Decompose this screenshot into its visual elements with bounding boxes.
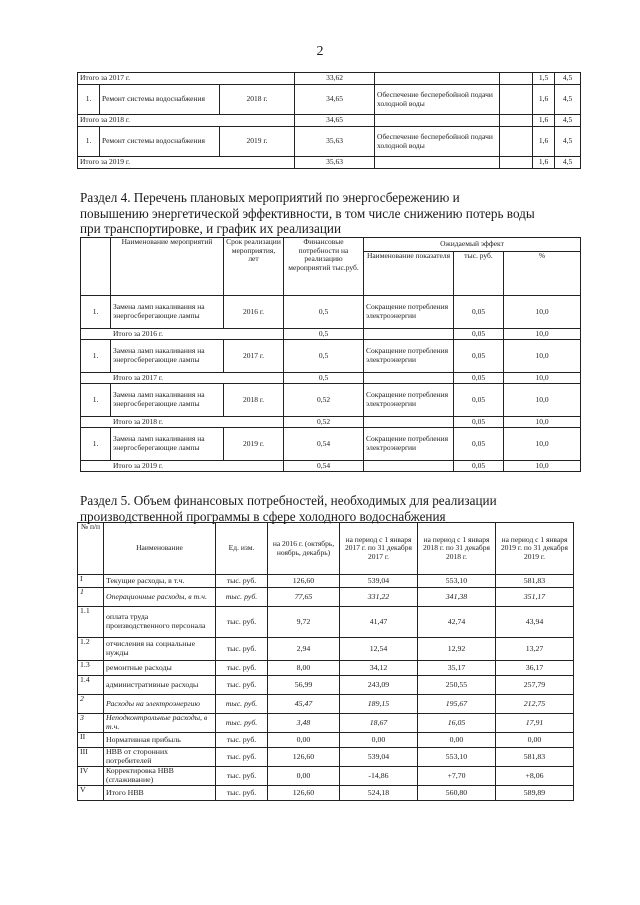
effect-percent: 10,0 (504, 296, 581, 329)
total-label: Итого за 2017 г. (81, 373, 284, 384)
measure-name: Замена ламп накаливания на энергосберегающие лампы (111, 296, 224, 329)
item-value-1: 34,12 (340, 661, 418, 676)
row-number: 1. (81, 428, 111, 461)
effect-indicator: Сокращение потребления электроэнергии (364, 296, 454, 329)
item-value-1: 18,67 (340, 714, 418, 733)
item-unit: тыс. руб. (216, 588, 268, 607)
effect-value-2: 4,5 (555, 73, 581, 85)
item-value-3: +8,06 (496, 767, 574, 786)
header-term: Срок реализации мероприятия, лет (224, 238, 284, 296)
effect-rub: 0,05 (454, 417, 504, 428)
measure-year: 2018 г. (224, 384, 284, 417)
row-number: V (78, 786, 104, 801)
total-amount: 0,54 (284, 461, 364, 472)
header-percent: % (504, 252, 581, 296)
item-unit: тыс. руб. (216, 676, 268, 695)
row-number: 1 (78, 588, 104, 607)
effect-percent: 10,0 (504, 417, 581, 428)
header-2017: на период с 1 января 2017 г. по 31 декабря 2017 г. (340, 523, 418, 575)
measure-year: 2019 г. (220, 127, 295, 157)
effect-rub: 0,05 (454, 373, 504, 384)
table-water-repair-continued (77, 72, 581, 169)
table-row (78, 695, 574, 714)
section4-heading (80, 190, 580, 237)
effect-value-2: 4,5 (555, 115, 581, 127)
item-value-2: 250,55 (418, 676, 496, 695)
effect-rub: 0,05 (454, 384, 504, 417)
item-value-0: 0,00 (268, 767, 340, 786)
header-name: Наименование мероприятий (111, 238, 224, 296)
row-number: III (78, 748, 104, 767)
header-2016: на 2016 г. (октябрь, ноябрь, декабрь) (268, 523, 340, 575)
item-value-1: 189,15 (340, 695, 418, 714)
section4-title-line: Раздел 4. Перечень плановых мероприятий по энергосбережению и (80, 190, 460, 205)
item-value-1: 539,04 (340, 575, 418, 588)
total-label: Итого за 2019 г. (78, 157, 295, 169)
measure-name: Замена ламп накаливания на энергосберегающие лампы (111, 340, 224, 373)
measure-name: Ремонт системы водоснабжения (100, 127, 220, 157)
effect-percent: 10,0 (504, 428, 581, 461)
row-number: 1. (81, 296, 111, 329)
empty-cell (364, 417, 454, 428)
measure-year: 2017 г. (224, 340, 284, 373)
table-row (78, 127, 581, 157)
item-value-3: 589,89 (496, 786, 574, 801)
item-name: административные расходы (104, 676, 216, 695)
table-row (81, 384, 581, 417)
empty-cell (375, 73, 500, 85)
row-number: 2 (78, 695, 104, 714)
item-value-0: 3,48 (268, 714, 340, 733)
measure-amount: 0,52 (284, 384, 364, 417)
effect-value-1: 1,6 (533, 115, 555, 127)
item-unit: тыс. руб. (216, 638, 268, 661)
header-indicator: Наименование показателя (364, 252, 454, 296)
table-row (78, 638, 574, 661)
item-value-1: 12,54 (340, 638, 418, 661)
total-amount: 0,5 (284, 329, 364, 340)
table-row (78, 661, 574, 676)
effect-rub: 0,05 (454, 340, 504, 373)
item-value-1: 41,47 (340, 607, 418, 638)
section4-title-line: повышению энергетической эффективности, в том числе снижению потерь воды (80, 205, 535, 221)
item-name: отчисления на социальные нужды (104, 638, 216, 661)
item-unit: тыс. руб. (216, 575, 268, 588)
section5-title-line: производственной программы в сфере холодного водоснабжения (80, 508, 446, 524)
section5-title-line: Раздел 5. Объем финансовых потребностей, необходимых для реализации (80, 493, 497, 508)
measure-name: Ремонт системы водоснабжения (100, 85, 220, 115)
item-value-2: 35,17 (418, 661, 496, 676)
total-amount: 35,63 (295, 157, 375, 169)
empty-cell (500, 115, 533, 127)
table-row (78, 575, 574, 588)
item-value-0: 77,65 (268, 588, 340, 607)
item-value-3: 351,17 (496, 588, 574, 607)
empty-cell (375, 115, 500, 127)
item-value-2: 16,05 (418, 714, 496, 733)
item-unit: тыс. руб. (216, 767, 268, 786)
measure-year: 2016 г. (224, 296, 284, 329)
item-value-2: +7,70 (418, 767, 496, 786)
measure-year: 2019 г. (224, 428, 284, 461)
total-amount: 0,52 (284, 417, 364, 428)
table-row (78, 767, 574, 786)
item-value-3: 17,91 (496, 714, 574, 733)
item-value-2: 12,92 (418, 638, 496, 661)
item-name: оплата труда производственного персонала (104, 607, 216, 638)
header-2018: на период с 1 января 2018 г. по 31 декабря 2018 г. (418, 523, 496, 575)
effect-value-1: 1,6 (533, 127, 555, 157)
header-2019: на период с 1 января 2019 г. по 31 декабря 2019 г. (496, 523, 574, 575)
effect-indicator: Сокращение потребления электроэнергии (364, 384, 454, 417)
empty-cell (500, 127, 533, 157)
total-amount: 33,62 (295, 73, 375, 85)
item-value-0: 0,00 (268, 733, 340, 748)
section5-heading (80, 493, 572, 524)
header-effect: Ожидаемый эффект (364, 238, 581, 252)
item-value-3: 36,17 (496, 661, 574, 676)
header-unit: Ед. изм. (216, 523, 268, 575)
item-name: Расходы на электроэнергию (104, 695, 216, 714)
item-name: Неподконтрольные расходы, в т.ч. (104, 714, 216, 733)
row-number: 1. (81, 340, 111, 373)
item-value-0: 9,72 (268, 607, 340, 638)
row-number: 1.4 (78, 676, 104, 695)
effect-value-1: 1,6 (533, 85, 555, 115)
empty-cell (364, 373, 454, 384)
total-label: Итого за 2019 г. (81, 461, 284, 472)
table-row (78, 786, 574, 801)
table-row (78, 748, 574, 767)
table-row (81, 461, 581, 472)
row-number: II (78, 733, 104, 748)
header-name: Наименование (104, 523, 216, 575)
item-value-3: 212,75 (496, 695, 574, 714)
item-value-3: 13,27 (496, 638, 574, 661)
item-name: Текущие расходы, в т.ч. (104, 575, 216, 588)
effect-indicator: Сокращение потребления электроэнергии (364, 428, 454, 461)
item-name: НВВ от сторонних потребителей (104, 748, 216, 767)
measure-amount: 0,5 (284, 340, 364, 373)
item-value-2: 553,10 (418, 748, 496, 767)
measure-amount: 0,5 (284, 296, 364, 329)
item-unit: тыс. руб. (216, 786, 268, 801)
measure-amount: 0,54 (284, 428, 364, 461)
effect-value-1: 1,6 (533, 157, 555, 169)
total-label: Итого за 2017 г. (78, 73, 295, 85)
measure-effect: Обеспечение бесперебойной подачи холодной воды (375, 127, 500, 157)
effect-value-2: 4,5 (555, 157, 581, 169)
table-row (81, 340, 581, 373)
measure-amount: 34,65 (295, 85, 375, 115)
empty-cell (364, 329, 454, 340)
total-amount: 0,5 (284, 373, 364, 384)
measure-year: 2018 г. (220, 85, 295, 115)
item-value-1: 243,09 (340, 676, 418, 695)
item-value-2: 341,38 (418, 588, 496, 607)
item-value-0: 126,60 (268, 575, 340, 588)
page-number: 2 (316, 44, 324, 59)
effect-rub: 0,05 (454, 428, 504, 461)
effect-rub: 0,05 (454, 296, 504, 329)
item-unit: тыс. руб. (216, 714, 268, 733)
item-value-3: 257,79 (496, 676, 574, 695)
table-row (81, 296, 581, 329)
header-thousand: тыс. руб. (454, 252, 504, 296)
item-name: ремонтные расходы (104, 661, 216, 676)
item-name: Операционные расходы, в т.ч. (104, 588, 216, 607)
item-unit: тыс. руб. (216, 661, 268, 676)
row-number: 1.2 (78, 638, 104, 661)
item-value-2: 553,10 (418, 575, 496, 588)
empty-cell (375, 157, 500, 169)
item-name: Нормативная прибыль (104, 733, 216, 748)
item-value-1: 539,04 (340, 748, 418, 767)
table-row (78, 157, 581, 169)
table-row (78, 607, 574, 638)
effect-value-2: 4,5 (555, 127, 581, 157)
item-value-0: 126,60 (268, 748, 340, 767)
item-value-3: 581,83 (496, 748, 574, 767)
effect-value-1: 1,5 (533, 73, 555, 85)
effect-percent: 10,0 (504, 461, 581, 472)
table-energy-saving (80, 237, 581, 472)
item-name: Корректировка НВВ (сглаживание) (104, 767, 216, 786)
row-number: 1. (78, 85, 100, 115)
total-label: Итого за 2016 г. (81, 329, 284, 340)
row-number: 3 (78, 714, 104, 733)
table-row (81, 417, 581, 428)
table-row (78, 588, 574, 607)
item-value-1: -14,86 (340, 767, 418, 786)
empty-cell (500, 157, 533, 169)
table-row (81, 329, 581, 340)
item-value-2: 0,00 (418, 733, 496, 748)
item-unit: тыс. руб. (216, 695, 268, 714)
row-number: 1.3 (78, 661, 104, 676)
header-no: № п/п (78, 523, 104, 575)
table-row (78, 73, 581, 85)
header-no-empty (81, 238, 111, 296)
effect-rub: 0,05 (454, 329, 504, 340)
total-label: Итого за 2018 г. (78, 115, 295, 127)
header-finance: Финансовые потребности на реализацию мероприятий тыс.руб. (284, 238, 364, 296)
table-row (78, 115, 581, 127)
effect-percent: 10,0 (504, 373, 581, 384)
item-value-0: 45,47 (268, 695, 340, 714)
item-value-0: 126,60 (268, 786, 340, 801)
item-unit: тыс. руб. (216, 607, 268, 638)
item-value-0: 56,99 (268, 676, 340, 695)
measure-name: Замена ламп накаливания на энергосберегающие лампы (111, 384, 224, 417)
row-number: 1.1 (78, 607, 104, 638)
item-value-1: 0,00 (340, 733, 418, 748)
total-label: Итого за 2018 г. (81, 417, 284, 428)
measure-name: Замена ламп накаливания на энергосберегающие лампы (111, 428, 224, 461)
table-row (78, 714, 574, 733)
item-value-3: 43,94 (496, 607, 574, 638)
item-value-1: 331,22 (340, 588, 418, 607)
effect-value-2: 4,5 (555, 85, 581, 115)
effect-percent: 10,0 (504, 384, 581, 417)
section4-title-line: при транспортировке, и график их реализации (80, 221, 342, 236)
item-value-3: 0,00 (496, 733, 574, 748)
item-value-1: 524,18 (340, 786, 418, 801)
row-number: 1. (81, 384, 111, 417)
row-number: I (78, 575, 104, 588)
effect-indicator: Сокращение потребления электроэнергии (364, 340, 454, 373)
item-value-2: 560,80 (418, 786, 496, 801)
item-name: Итого НВВ (104, 786, 216, 801)
effect-percent: 10,0 (504, 329, 581, 340)
item-value-2: 195,67 (418, 695, 496, 714)
table-row (81, 373, 581, 384)
item-value-2: 42,74 (418, 607, 496, 638)
empty-cell (500, 73, 533, 85)
empty-cell (500, 85, 533, 115)
item-value-3: 581,83 (496, 575, 574, 588)
item-unit: тыс. руб. (216, 748, 268, 767)
empty-cell (364, 461, 454, 472)
effect-percent: 10,0 (504, 340, 581, 373)
table-financial-needs (77, 522, 574, 801)
measure-amount: 35,63 (295, 127, 375, 157)
row-number: IV (78, 767, 104, 786)
item-value-0: 8,00 (268, 661, 340, 676)
table-row (81, 428, 581, 461)
measure-effect: Обеспечение бесперебойной подачи холодной воды (375, 85, 500, 115)
table-row (78, 85, 581, 115)
item-value-0: 2,94 (268, 638, 340, 661)
table-row (78, 733, 574, 748)
row-number: 1. (78, 127, 100, 157)
item-unit: тыс. руб. (216, 733, 268, 748)
effect-rub: 0,05 (454, 461, 504, 472)
total-amount: 34,65 (295, 115, 375, 127)
table-row (78, 676, 574, 695)
